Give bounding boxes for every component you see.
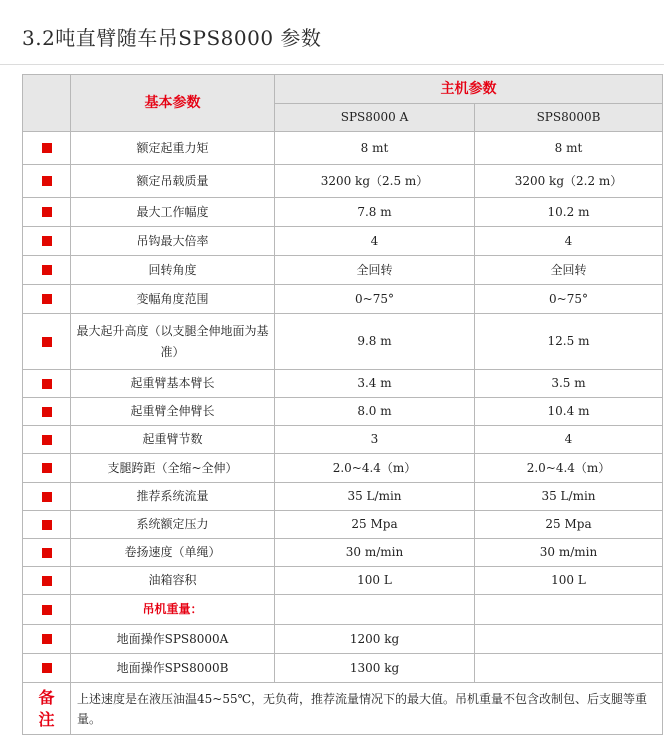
row-marker-cell [23,595,71,625]
model-a-value: 8 mt [275,132,475,165]
row-marker-cell [23,483,71,511]
model-b-value: 10.2 m [475,198,663,227]
param-label: 系统额定压力 [71,511,275,539]
red-square-bullet-icon [42,407,52,417]
model-a-value: 全回转 [275,256,475,285]
model-a-value: 8.0 m [275,398,475,426]
table-row [23,654,663,683]
row-marker-cell [23,454,71,483]
param-label: 最大起升高度（以支腿全伸地面为基准） [71,314,275,370]
model-b-value: 25 Mpa [475,511,663,539]
spec-table-container [22,74,662,735]
row-marker-cell [23,198,71,227]
model-a-value: 7.8 m [275,198,475,227]
table-row [23,398,663,426]
row-marker-cell [23,426,71,454]
model-b-value: 30 m/min [475,539,663,567]
model-b-value: 4 [475,227,663,256]
title-divider [0,64,664,65]
table-row [23,370,663,398]
table-row [23,165,663,198]
red-square-bullet-icon [42,492,52,502]
model-b-value: 12.5 m [475,314,663,370]
table-row [23,511,663,539]
model-b-value: 4 [475,426,663,454]
row-marker-cell [23,567,71,595]
param-label: 回转角度 [71,256,275,285]
table-row [23,132,663,165]
param-label: 额定起重力矩 [71,132,275,165]
red-square-bullet-icon [42,294,52,304]
red-square-bullet-icon [42,663,52,673]
weight-value: 1300 kg [275,654,475,683]
red-square-bullet-icon [42,265,52,275]
red-square-bullet-icon [42,576,52,586]
table-row [23,595,663,625]
weight-value: 1200 kg [275,625,475,654]
model-b-value: 3200 kg（2.2 m） [475,165,663,198]
param-label: 推荐系统流量 [71,483,275,511]
empty-cell [275,595,475,625]
spec-table [22,74,663,735]
red-square-bullet-icon [42,236,52,246]
param-label: 支腿跨距（全缩~全伸） [71,454,275,483]
row-marker-cell [23,654,71,683]
model-a-value: 3 [275,426,475,454]
row-marker-cell [23,511,71,539]
empty-cell [475,654,663,683]
red-square-bullet-icon [42,634,52,644]
model-a-header: SPS8000 A [275,104,475,132]
table-row [23,625,663,654]
param-label: 起重臂基本臂长 [71,370,275,398]
basic-params-header: 基本参数 [71,75,275,132]
red-square-bullet-icon [42,337,52,347]
model-b-header: SPS8000B [475,104,663,132]
row-marker-cell [23,132,71,165]
model-b-value: 35 L/min [475,483,663,511]
red-square-bullet-icon [42,520,52,530]
table-row [23,256,663,285]
table-row [23,567,663,595]
model-b-value: 0~75° [475,285,663,314]
param-label: 起重臂全伸臂长 [71,398,275,426]
row-marker-cell [23,227,71,256]
model-b-value: 3.5 m [475,370,663,398]
model-a-value: 0~75° [275,285,475,314]
model-a-value: 2.0~4.4（m） [275,454,475,483]
table-row [23,454,663,483]
empty-cell [475,625,663,654]
note-row [23,683,663,735]
main-params-header: 主机参数 [275,75,663,104]
row-marker-cell [23,285,71,314]
table-row [23,285,663,314]
model-b-value: 10.4 m [475,398,663,426]
param-label: 卷扬速度（单绳） [71,539,275,567]
table-row [23,426,663,454]
model-b-value: 100 L [475,567,663,595]
table-row [23,314,663,370]
model-b-value: 2.0~4.4（m） [475,454,663,483]
table-row [23,539,663,567]
table-row [23,483,663,511]
row-marker-cell [23,625,71,654]
empty-cell [475,595,663,625]
row-marker-cell [23,256,71,285]
param-label: 最大工作幅度 [71,198,275,227]
model-a-value: 100 L [275,567,475,595]
model-a-value: 30 m/min [275,539,475,567]
row-marker-cell [23,398,71,426]
red-square-bullet-icon [42,463,52,473]
note-label: 备 注 [23,683,71,735]
note-text: 上述速度是在液压油温45~55℃，无负荷，推荐流量情况下的最大值。吊机重量不包含改制包、后支腿等重量。 [71,683,663,735]
spec-table-body [23,132,663,735]
model-a-value: 25 Mpa [275,511,475,539]
model-b-value: 8 mt [475,132,663,165]
weight-label: 地面操作SPS8000A [71,625,275,654]
param-label: 变幅角度范围 [71,285,275,314]
red-square-bullet-icon [42,548,52,558]
param-label: 起重臂节数 [71,426,275,454]
model-a-value: 4 [275,227,475,256]
row-marker-cell [23,370,71,398]
param-label: 额定吊载质量 [71,165,275,198]
red-square-bullet-icon [42,143,52,153]
weight-heading: 吊机重量： [71,595,275,625]
header-corner-cell [23,75,71,132]
param-label: 油箱容积 [71,567,275,595]
row-marker-cell [23,539,71,567]
table-row [23,198,663,227]
model-a-value: 35 L/min [275,483,475,511]
red-square-bullet-icon [42,605,52,615]
model-a-value: 3200 kg（2.5 m） [275,165,475,198]
red-square-bullet-icon [42,176,52,186]
weight-label: 地面操作SPS8000B [71,654,275,683]
red-square-bullet-icon [42,435,52,445]
model-a-value: 3.4 m [275,370,475,398]
row-marker-cell [23,314,71,370]
red-square-bullet-icon [42,207,52,217]
page-title: 3.2吨直臂随车吊SPS8000 参数 [22,26,322,50]
model-a-value: 9.8 m [275,314,475,370]
table-row [23,227,663,256]
model-b-value: 全回转 [475,256,663,285]
param-label: 吊钩最大倍率 [71,227,275,256]
red-square-bullet-icon [42,379,52,389]
row-marker-cell [23,165,71,198]
